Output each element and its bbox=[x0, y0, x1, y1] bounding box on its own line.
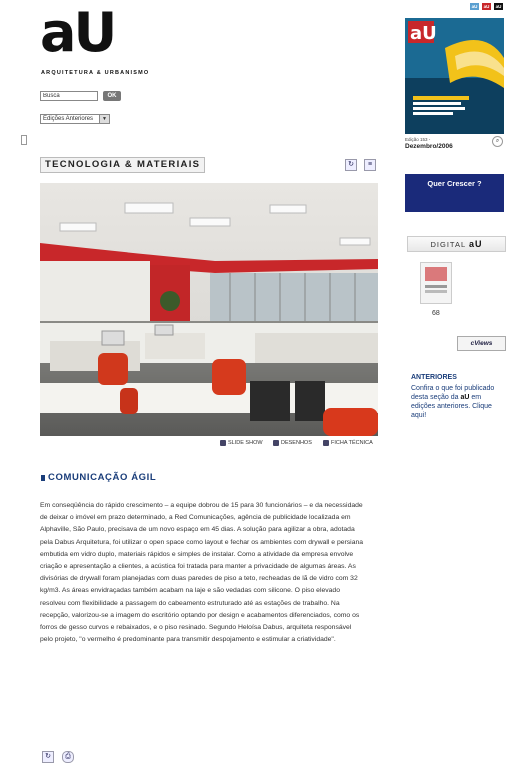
section-title: TECNOLOGIA & MATERIAIS bbox=[40, 157, 205, 173]
search-ok-button[interactable]: OK bbox=[103, 91, 121, 101]
badge-icon-3[interactable]: aU bbox=[495, 4, 502, 9]
site-logo[interactable]: aU bbox=[40, 1, 115, 64]
anteriores-text-1: Confira o que foi publicado desta seção da bbox=[411, 385, 495, 401]
edition-line: Edição 153 - bbox=[405, 137, 431, 142]
bullet-icon bbox=[41, 475, 45, 481]
print-icon[interactable]: ≡ bbox=[364, 159, 376, 171]
drawings-icon bbox=[273, 440, 279, 446]
digital-thumbnail[interactable] bbox=[420, 262, 452, 304]
views-button[interactable]: cViews bbox=[457, 336, 506, 351]
article-title: COMUNICAÇÃO ÁGIL bbox=[48, 472, 157, 483]
site-tagline: ARQUITETURA & URBANISMO bbox=[41, 70, 150, 76]
magazine-cover[interactable] bbox=[405, 18, 504, 134]
digital-logo: aU bbox=[468, 239, 483, 249]
digital-count: 68 bbox=[432, 310, 440, 317]
anteriores-title: ANTERIORES bbox=[411, 374, 457, 381]
share-bottom-icon[interactable]: ↻ bbox=[42, 751, 54, 763]
edition-select-value: Edições Anteriores bbox=[43, 116, 94, 122]
zoom-icon[interactable]: ⌕ bbox=[492, 136, 503, 147]
drawings-link[interactable] bbox=[273, 440, 312, 446]
banner-quer-crescer[interactable]: Quer Crescer ? bbox=[405, 174, 504, 212]
digital-au-header[interactable] bbox=[407, 236, 506, 252]
anteriores-text-2: em edições anteriores. Clique aqui! bbox=[411, 394, 492, 419]
badge-icon-2[interactable]: aU bbox=[483, 4, 490, 9]
slideshow-label: SLIDE SHOW bbox=[228, 440, 263, 446]
edition-date[interactable]: Dezembro/2006 bbox=[405, 143, 453, 150]
anteriores-brand: aU bbox=[460, 394, 470, 401]
drawings-label: DESENHOS bbox=[281, 440, 312, 446]
digital-label: DIGITAL bbox=[430, 240, 466, 249]
edition-select[interactable] bbox=[40, 114, 110, 124]
technical-sheet-link[interactable] bbox=[323, 440, 373, 446]
search-input[interactable] bbox=[40, 91, 98, 101]
anteriores-link[interactable] bbox=[411, 384, 503, 420]
article-photo bbox=[40, 183, 378, 436]
technical-sheet-icon bbox=[323, 440, 329, 446]
print-bottom-icon[interactable]: ⎙ bbox=[62, 751, 74, 763]
badge-icon-1[interactable]: aU bbox=[471, 4, 478, 9]
slideshow-link[interactable] bbox=[220, 440, 263, 446]
share-icon[interactable]: ↻ bbox=[345, 159, 357, 171]
article-body: Em conseqüência do rápido crescimento – a equipe dobrou de 15 para 30 funcionários – e da necessidade de deixar o imóvel em prazo determinado, a Red Comunicações, agência de publicidade localizada em Alphaville, São Paulo, precisava de um novo espaço em 45 dias. A solução para agilizar a obra, adotada pela Dabus Arquitetura, foi utilizar o open space como layout e fechar os ambientes com drywall e persiana embutida em vidro duplo, materiais rápidos e simples de instalar. Como a atividade da empresa envolve criação e apresentação a clientes, a acústica foi tratada para manter a privacidade de algumas áreas. As divisórias de drywall foram planejadas com duas paredes de piso a teto, recheadas de lã de vidro com 32 kg/m3. As áreas envidraçadas também acabam na laje e são vedadas com silicone. O piso elevado resolveu com flexibilidade a passagem do cabeamento estruturado até as estações de trabalho. Na recepção, valorizou-se a imagem do escritório optando por design e acabamentos diferenciados, como os forros de gesso curvos e rebaixados, e o piso resinado. Segundo Heloísa Dabus, arquiteta responsável pelo projeto, "o vermelho é predominante para transmitir despojamento e estimular a criatividade". bbox=[40, 502, 364, 644]
scroll-handle-icon[interactable] bbox=[21, 135, 27, 145]
svg-text:aU: aU bbox=[410, 23, 437, 44]
technical-sheet-label: FICHA TÉCNICA bbox=[331, 440, 373, 446]
chevron-down-icon: ▼ bbox=[99, 115, 109, 123]
slideshow-icon bbox=[220, 440, 226, 446]
